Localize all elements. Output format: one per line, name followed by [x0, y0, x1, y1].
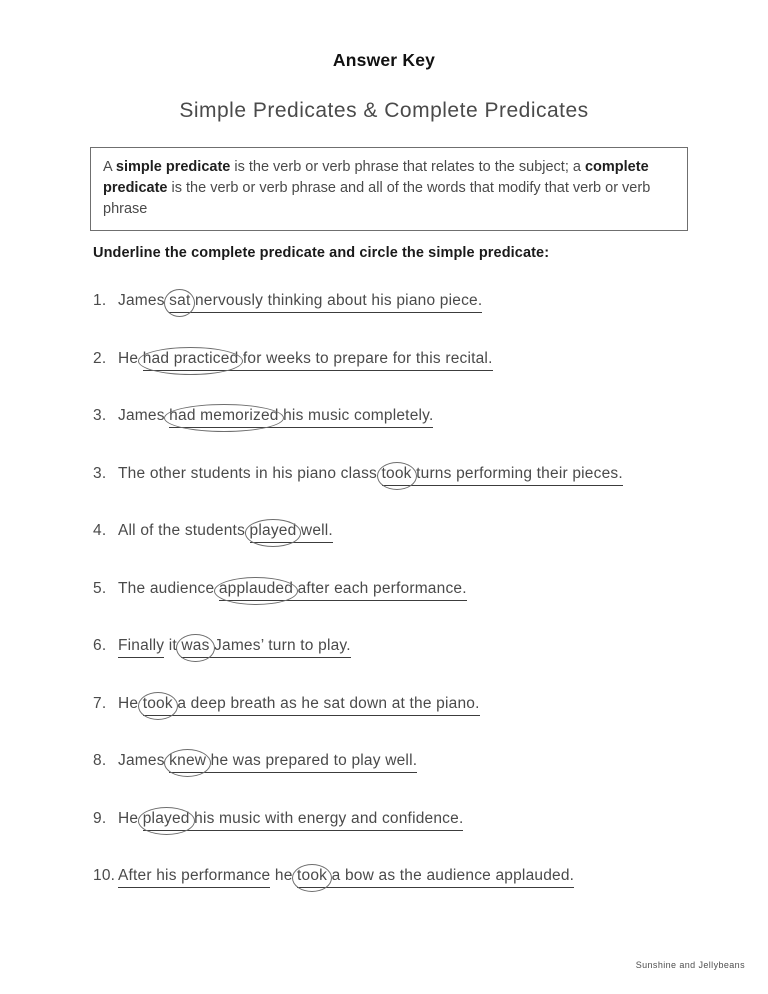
- sentence: [118, 810, 463, 831]
- definition-box: [90, 147, 688, 231]
- word-run: James: [118, 752, 170, 769]
- worksheet-item: [93, 522, 738, 544]
- sentence: [118, 465, 623, 486]
- worksheet-item: [93, 580, 738, 602]
- sentence: [118, 867, 574, 888]
- instruction-text: Underline the complete predicate and circle the simple predicate:: [93, 245, 550, 261]
- complete-predicate-underline: [219, 580, 467, 601]
- worksheet-item: [93, 407, 738, 429]
- definition-text: [103, 159, 650, 217]
- item-number: 4.: [93, 522, 107, 539]
- item-number: 3.: [93, 464, 107, 482]
- item-number: 9.: [93, 809, 107, 827]
- circled-simple-predicate: played: [142, 809, 190, 827]
- sentence-part: [118, 350, 143, 367]
- sentence: [118, 350, 493, 371]
- item-number: 3.: [93, 407, 107, 424]
- worksheet-item: [93, 695, 738, 717]
- item-number: 2.: [93, 349, 107, 367]
- complete-predicate-underline: [143, 695, 480, 716]
- circled-simple-predicate: took: [142, 694, 173, 712]
- word-run: a bow as the audience applauded.: [327, 867, 575, 884]
- word-run: The audience: [118, 579, 219, 597]
- sentence: [118, 580, 467, 601]
- sentence-part: [270, 867, 297, 884]
- circled-simple-predicate: knew: [169, 752, 207, 769]
- sentence: [118, 752, 417, 773]
- sentence-part: [118, 695, 143, 712]
- word-run: it: [164, 637, 182, 654]
- worksheet-title: Simple Predicates & Complete Predicates: [179, 99, 589, 122]
- definition-run: A: [103, 159, 116, 175]
- word-run: he was prepared to play well.: [206, 752, 418, 769]
- complete-predicate-underline: [118, 867, 270, 888]
- worksheet-item: [93, 637, 738, 659]
- sentence-part: [118, 522, 250, 539]
- word-run: The other students in his piano class: [118, 464, 382, 482]
- word-run: his music with energy and confidence.: [189, 809, 464, 827]
- complete-predicate-underline: [169, 752, 417, 773]
- item-number: 1.: [93, 292, 107, 309]
- complete-predicate-underline: [169, 292, 482, 313]
- word-run: All of the students: [118, 522, 250, 539]
- complete-predicate-underline: [382, 465, 623, 486]
- sentence: [118, 292, 482, 313]
- sentence-part: [118, 407, 169, 424]
- item-number: 8.: [93, 752, 107, 769]
- item-number: 7.: [93, 694, 107, 712]
- definition-term: simple predicate: [115, 159, 231, 175]
- word-run: he: [270, 867, 298, 884]
- worksheet-item: [93, 867, 738, 889]
- worksheet-item: [93, 350, 738, 372]
- sentence-part: [118, 292, 169, 309]
- worksheet-item: [93, 292, 738, 314]
- sentence: [118, 407, 433, 428]
- worksheet-item: [93, 752, 738, 774]
- circled-simple-predicate: applauded: [218, 579, 294, 597]
- circled-simple-predicate: took: [381, 464, 412, 482]
- word-run: for weeks to prepare for this recital.: [238, 349, 493, 367]
- circled-simple-predicate: had practiced: [142, 349, 239, 367]
- item-number: 5.: [93, 579, 107, 597]
- word-run: He: [118, 809, 143, 827]
- word-run: his music completely.: [278, 407, 434, 424]
- word-run: after each performance.: [293, 579, 467, 597]
- item-number: 10.: [93, 867, 116, 884]
- sentence-part: [164, 637, 181, 654]
- word-run: James’ turn to play.: [209, 637, 351, 654]
- answer-key-title: Answer Key: [332, 50, 436, 70]
- word-run: He: [118, 694, 143, 712]
- circled-simple-predicate: was: [181, 637, 210, 654]
- item-number: 6.: [93, 637, 107, 654]
- complete-predicate-underline: [181, 637, 350, 658]
- circled-simple-predicate: played: [249, 522, 297, 539]
- sentence: [118, 695, 480, 716]
- word-run: James: [118, 292, 170, 309]
- complete-predicate-underline: [143, 350, 493, 371]
- word-run: a deep breath as he sat down at the piano.: [172, 694, 480, 712]
- definition-run: is the verb or verb phrase that relates to the subject; a: [230, 159, 585, 175]
- complete-predicate-underline: [297, 867, 574, 888]
- definition-term: complete predicate: [103, 159, 649, 196]
- worksheet-item: [93, 810, 738, 832]
- word-run: Finally: [118, 637, 165, 654]
- word-run: After his performance: [118, 867, 271, 884]
- word-run: James: [118, 407, 170, 424]
- footer-credit: Sunshine and Jellybeans: [635, 960, 745, 970]
- sentence-part: [118, 752, 169, 769]
- circled-simple-predicate: sat: [169, 292, 191, 309]
- items-list: [93, 292, 738, 925]
- sentence-part: [118, 465, 382, 482]
- complete-predicate-underline: [250, 522, 333, 543]
- worksheet-item: [93, 465, 738, 487]
- sentence: [118, 522, 333, 543]
- word-run: turns performing their pieces.: [411, 464, 623, 482]
- complete-predicate-underline: [143, 810, 464, 831]
- word-run: nervously thinking about his piano piece.: [190, 292, 483, 309]
- word-run: well.: [296, 522, 333, 539]
- complete-predicate-underline: [169, 407, 433, 428]
- sentence: [118, 637, 351, 658]
- circled-simple-predicate: took: [297, 867, 328, 884]
- definition-run: is the verb or verb phrase and all of the words that modify that verb or verb phrase: [103, 180, 651, 217]
- word-run: He: [118, 349, 143, 367]
- complete-predicate-underline: [118, 637, 164, 658]
- sentence-part: [118, 810, 143, 827]
- circled-simple-predicate: had memorized: [169, 407, 279, 424]
- sentence-part: [118, 580, 219, 597]
